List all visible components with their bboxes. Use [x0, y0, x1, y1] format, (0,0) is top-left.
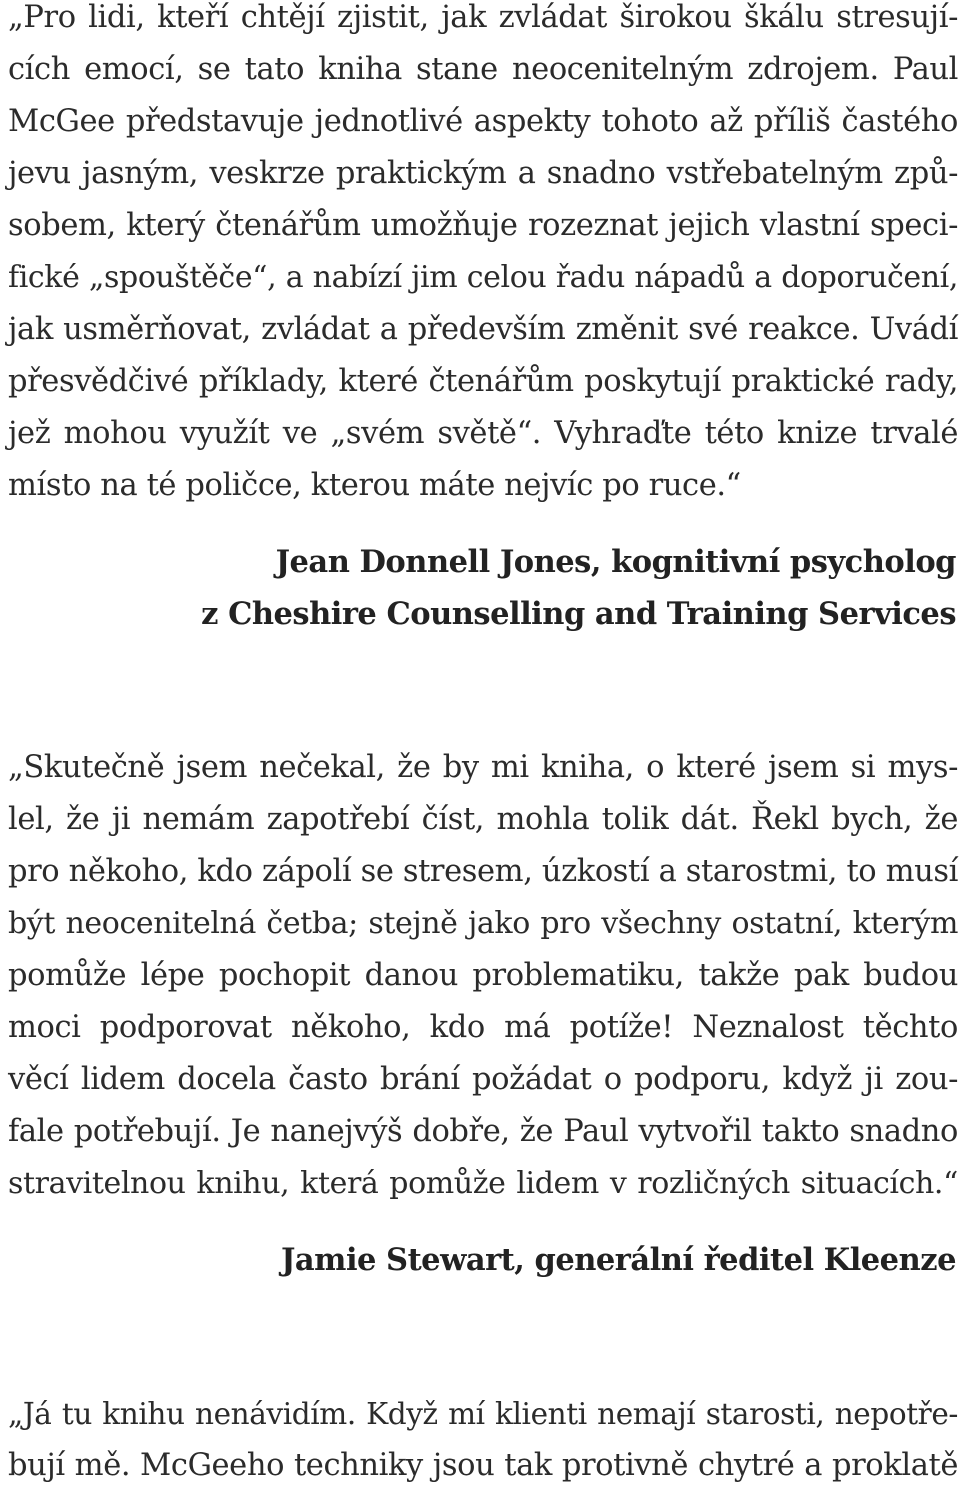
quote-line: jež mohou využít ve „svém světě“. Vyhraďte této knize trvalé: [8, 416, 958, 451]
quote-line: věcí lidem docela často brání požádat o podporu, když ji zou-: [8, 1062, 958, 1097]
quote-line: „Já tu knihu nenávidím. Když mí klienti nemají starosti, nepotře-: [8, 1397, 958, 1431]
quote-line: fale potřebují. Je nanejvýš dobře, že Paul vytvořil takto snadno: [8, 1114, 958, 1149]
quote-line: pomůže lépe pochopit danou problematiku, takže pak budou: [8, 958, 958, 993]
quote-line: bují mě. McGeeho techniky jsou tak protivně chytré a proklatě: [8, 1448, 958, 1483]
attribution-line: Jamie Stewart, generální ředitel Kleenze: [280, 1242, 956, 1278]
testimonial-quote-3: [8, 1388, 958, 1492]
testimonial-quote-1: [8, 0, 958, 512]
quote-line: jevu jasným, veskrze praktickým a snadno vstřebatelným způ-: [8, 156, 958, 191]
attribution-line: Jean Donnell Jones, kognitivní psycholog: [275, 544, 956, 580]
quote-line: moci podporovat někoho, kdo má potíže! Neznalost těchto: [8, 1010, 958, 1045]
quote-line: cích emocí, se tato kniha stane neocenitelným zdrojem. Paul: [8, 52, 958, 87]
quote-line: „Pro lidi, kteří chtějí zjistit, jak zvládat širokou škálu stresují-: [8, 0, 958, 35]
testimonial-attribution-2: [16, 1234, 956, 1286]
quote-line: „Skutečně jsem nečekal, že by mi kniha, o které jsem si mys-: [8, 750, 958, 785]
testimonial-quote-2: [8, 742, 958, 1210]
quote-line: pro někoho, kdo zápolí se stresem, úzkostí a starostmi, to musí: [8, 854, 958, 889]
quote-line: jak usměrňovat, zvládat a především změnit své reakce. Uvádí: [8, 312, 958, 347]
attribution-line: z Cheshire Counselling and Training Services: [201, 596, 956, 632]
quote-line: stravitelnou knihu, která pomůže lidem v rozličných situacích.“: [8, 1166, 958, 1201]
quote-line: přesvědčivé příklady, které čtenářům poskytují praktické rady,: [8, 364, 958, 399]
quote-line: místo na té poličce, kterou máte nejvíc po ruce.“: [8, 468, 741, 503]
quote-line: McGee představuje jednotlivé aspekty tohoto až příliš častého: [8, 104, 958, 139]
testimonial-attribution-1: [16, 536, 956, 640]
quote-line: fické „spouštěče“, a nabízí jim celou řadu nápadů a doporučení,: [8, 260, 958, 295]
quote-line: lel, že ji nemám zapotřebí číst, mohla tolik dát. Řekl bych, že: [8, 802, 958, 837]
quote-line: být neocenitelná četba; stejně jako pro všechny ostatní, kterým: [8, 906, 958, 941]
quote-line: sobem, který čtenářům umožňuje rozeznat jejich vlastní speci-: [8, 208, 958, 243]
